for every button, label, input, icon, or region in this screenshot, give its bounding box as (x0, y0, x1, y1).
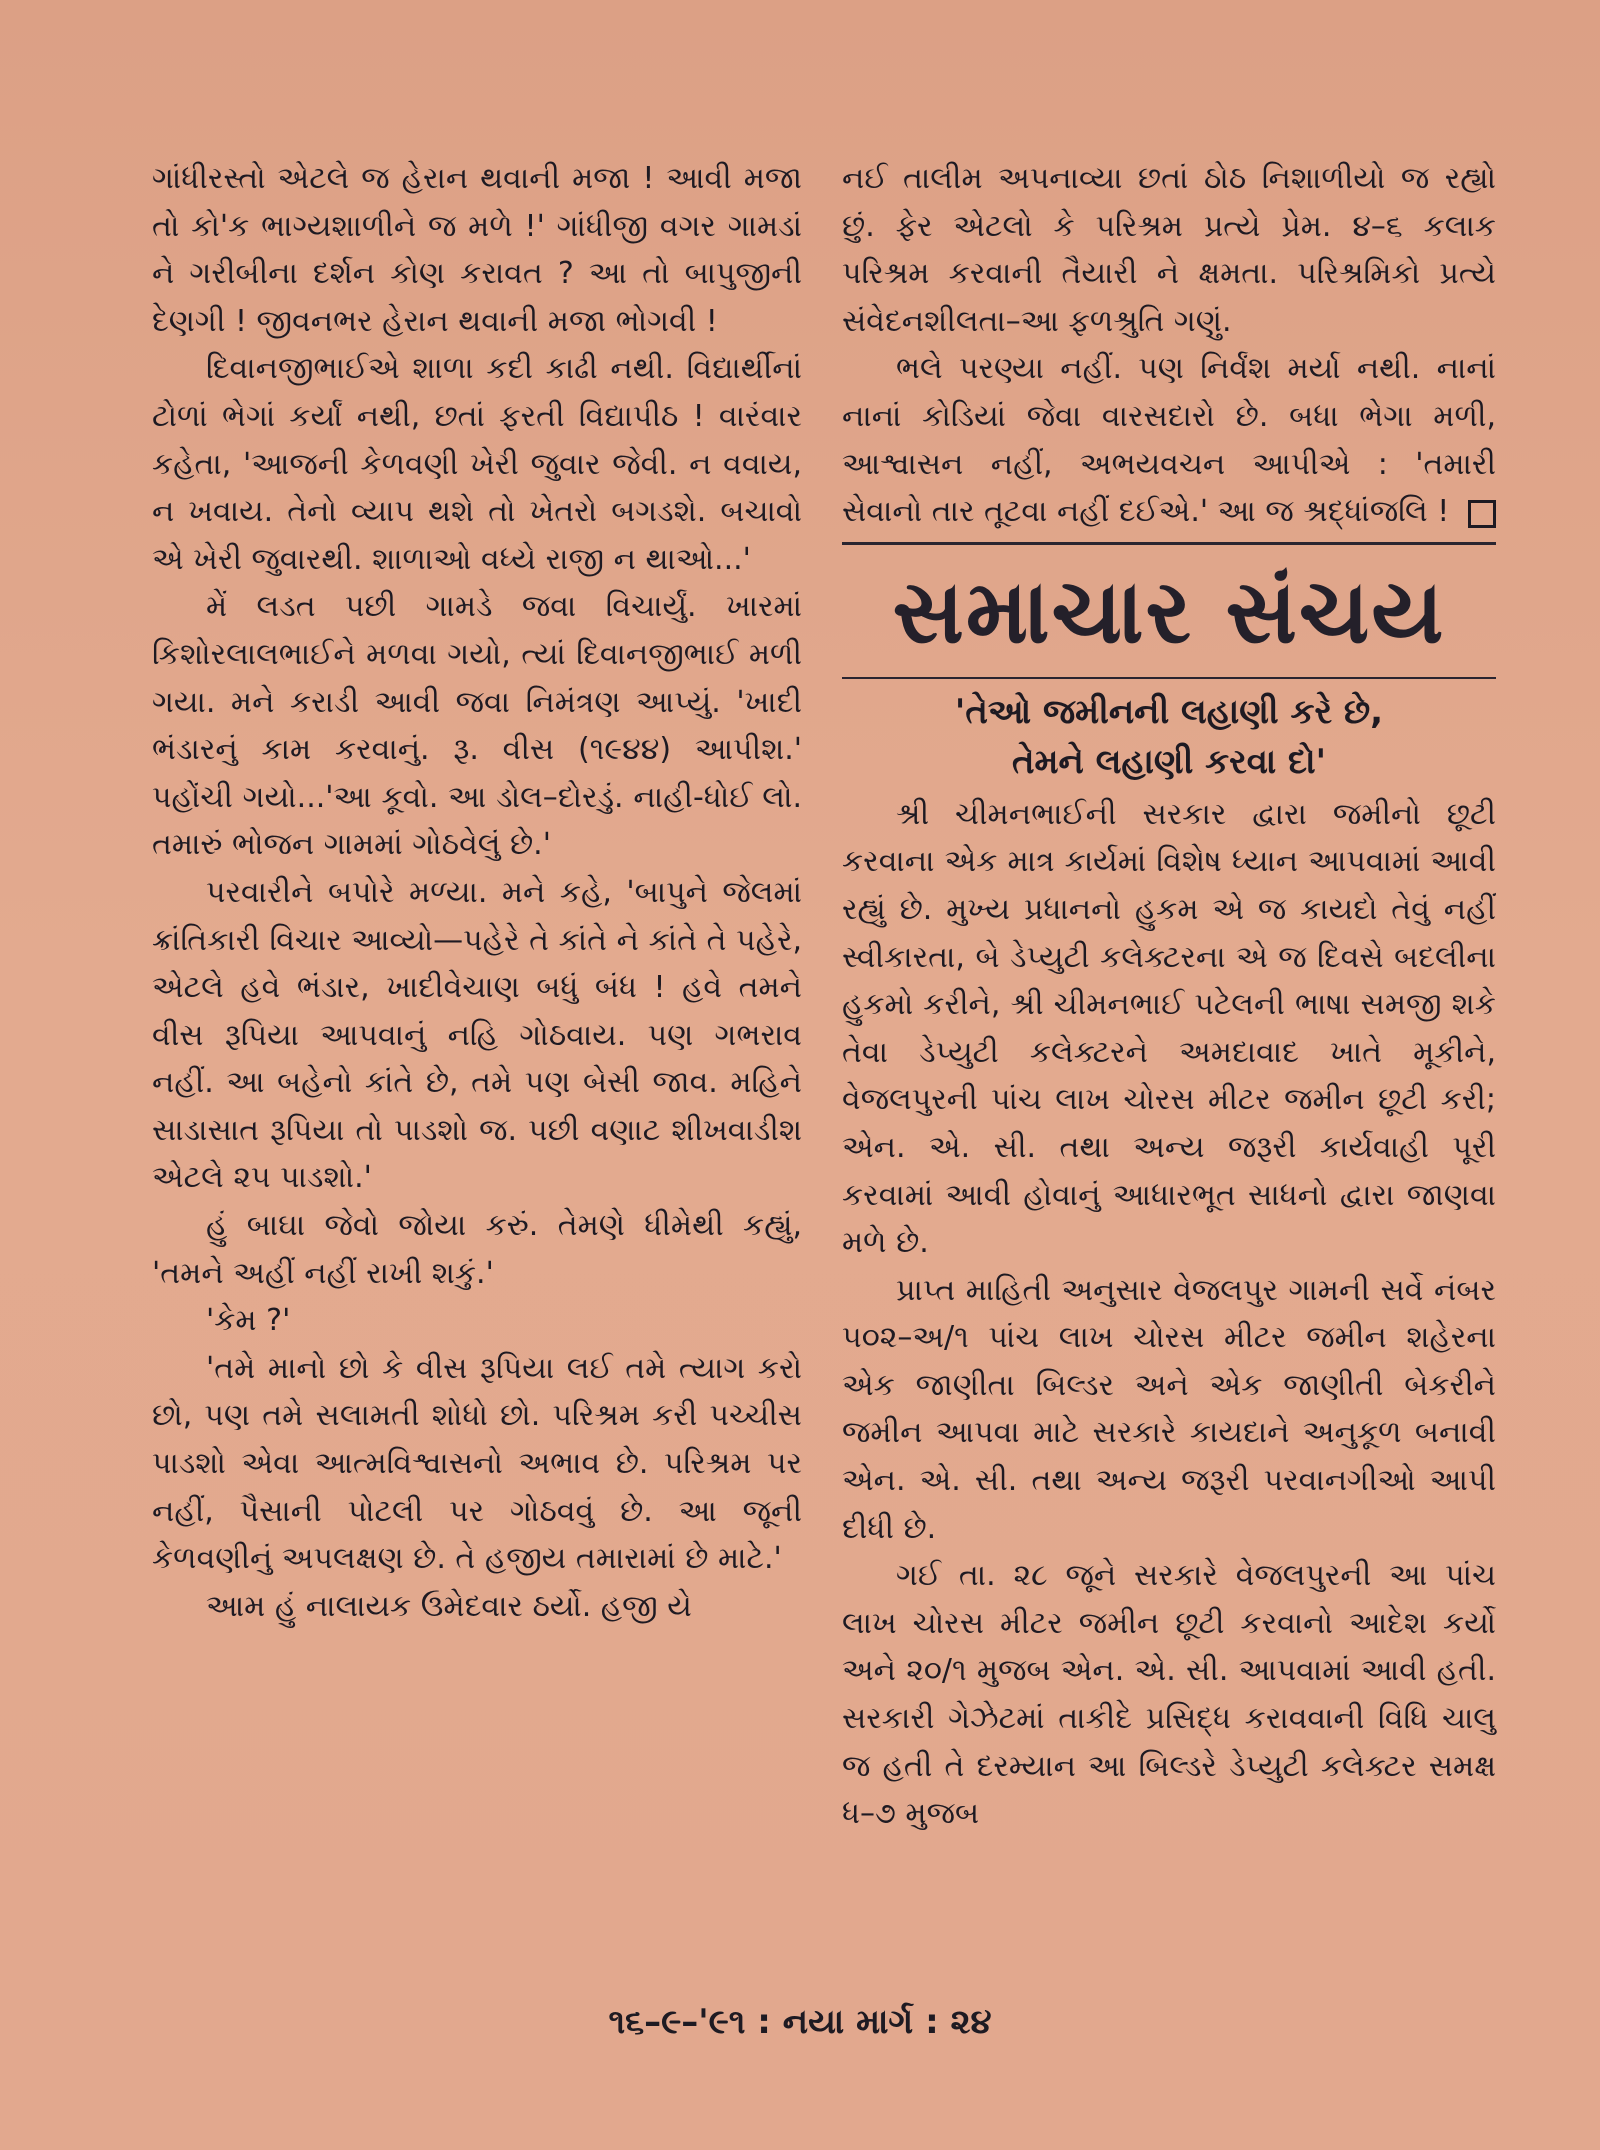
section-masthead: સમાચાર સંચય (892, 559, 1446, 663)
paragraph: પ્રાપ્ત માહિતી અનુસાર વેજલપુર ગામની સર્વે નંબર ૫૦૨–અ/૧ પાંચ લાખ ચોરસ મીટર જમીન શહેરના એક જાણીતા બિલ્ડર અને એક જાણીતી બેકરીને જમીન આપવા માટે સરકારે કાયદાને અનુકૂળ બનાવી એન. એ. સી. તથા અન્ય જરૂરી પરવાનગીઓ આપી દીધી છે. (842, 1272, 1496, 1546)
paragraph (842, 345, 1496, 535)
paragraph: 'તમે માનો છો કે વીસ રૂપિયા લઈ તમે ત્યાગ કરો છો, પણ તમે સલામતી શોધો છો. પરિશ્રમ કરી પચ્ચીસ પાડશો એવા આત્મવિશ્વાસનો અભાવ છે. પરિશ્રમ પર નહીં, પૈસાની પોટલી પર ગોઠવવું છે. આ જૂની કેળવણીનું અપલક્ષણ છે. તે હજીય તમારામાં છે માટે.' (152, 1350, 802, 1577)
paragraph: નઈ તાલીમ અપનાવ્યા છતાં ઠોઠ નિશાળીયો જ રહ્યો છું. ફેર એટલો કે પરિશ્રમ પ્રત્યે પ્રેમ. ૪–૬ કલાક પરિશ્રમ કરવાની તૈયારી ને ક્ષમતા. પરિશ્રમિકો પ્રત્યે સંવેદનશીલતા–આ ફળશ્રુતિ ગણું. (842, 161, 1496, 339)
paragraph: 'કેમ ?' (206, 1303, 291, 1339)
news-headline (842, 687, 1496, 787)
paragraph: મેં લડત પછી ગામડે જવા વિચાર્યું. ખારમાં કિશોરલાલભાઈને મળવા ગયો, ત્યાં દિવાનજીભાઈ મળી ગયા. મને કરાડી આવી જવા નિમંત્રણ આપ્યું. 'ખાદી ભંડારનું કામ કરવાનું. રૂ. વીસ (૧૯૪૪) આપીશ.' પહોંચી ગયો...'આ કૂવો. આ ડોલ–દોરડું. નાહી-ધોઈ લો. તમારું ભોજન ગામમાં ગોઠવેલું છે.' (152, 589, 802, 863)
paragraph: ગાંધીરસ્તો એટલે જ હેરાન થવાની મજા ! આવી મજા તો કો'ક ભાગ્યશાળીને જ મળે !' ગાંધીજી વગર ગામડાં ને ગરીબીના દર્શન કોણ કરાવત ? આ તો બાપુજીની દેણગી ! જીવનભર હેરાન થવાની મજા ભોગવી ! (152, 161, 802, 339)
paragraph: દિવાનજીભાઈએ શાળા કદી કાઢી નથી. વિદ્યાર્થીનાં ટોળાં ભેગાં કર્યાં નથી, છતાં ફરતી વિદ્યાપીઠ ! વારંવાર કહેતા, 'આજની કેળવણી ખેરી જુવાર જેવી. ન વવાય, ન ખવાય. તેનો વ્યાપ થશે તો ખેતરો બગડશે. બચાવો એ ખેરી જુવારથી. શાળાઓ વધ્યે રાજી ન થાઓ...' (152, 351, 802, 577)
section-divider (842, 542, 1496, 545)
paragraph: હું બાઘા જેવો જોયા કરું. તેમણે ધીમેથી કહ્યું, 'તમને અહીં નહીં રાખી શકું.' (152, 1208, 802, 1291)
headline-line: 'તેઓ જમીનની લહાણી કરે છે, (954, 691, 1384, 732)
paragraph: પરવારીને બપોરે મળ્યા. મને કહે, 'બાપુને જેલમાં ક્રાંતિકારી વિચાર આવ્યો—પહેરે તે કાંતે ને કાંતે તે પહેરે, એટલે હવે ભંડાર, ખાદીવેચાણ બધું બંધ ! હવે તમને વીસ રૂપિયા આપવાનું નહિ ગોઠવાય. પણ ગભરાવ નહીં. આ બહેનો કાંતે છે, તમે પણ બેસી જાવ. મહિને સાડાસાત રૂપિયા તો પાડશો જ. પછી વણાટ શીખવાડીશ એટલે ૨૫ પાડશો.' (152, 874, 802, 1196)
end-of-article-mark (1468, 500, 1496, 528)
paragraph: શ્રી ચીમનભાઈની સરકાર દ્વારા જમીનો છૂટી કરવાના એક માત્ર કાર્યમાં વિશેષ ધ્યાન આપવામાં આવી રહ્યું છે. મુખ્ય પ્રધાનનો હુકમ એ જ કાયદો તેવું નહીં સ્વીકારતા, બે ડેપ્યુટી કલેક્ટરના એ જ દિવસે બદલીના હુકમો કરીને, શ્રી ચીમનભાઈ પટેલની ભાષા સમજી શકે તેવા ડેપ્યુટી કલેક્ટરને અમદાવાદ ખાતે મૂકીને, વેજલપુરની પાંચ લાખ ચોરસ મીટર જમીન છૂટી કરી; એન. એ. સી. તથા અન્ય જરૂરી કાર્યવાહી પૂરી કરવામાં આવી હોવાનું આધારભૂત સાધનો દ્વારા જાણવા મળે છે. (842, 796, 1496, 1261)
right-column (842, 155, 1496, 1838)
page-footer: ૧૬–૯–'૯૧ : નયા માર્ગ : ૨૪ (608, 2002, 992, 2042)
headline-line: તેમને લહાણી કરવા દો' (1012, 741, 1326, 782)
masthead-underline (842, 677, 1496, 679)
paragraph: આમ હું નાલાયક ઉમેદવાર ઠર્યો. હજી યે (206, 1588, 692, 1624)
paragraph: ગઈ તા. ૨૮ જૂને સરકારે વેજલપુરની આ પાંચ લાખ ચોરસ મીટર જમીન છૂટી કરવાનો આદેશ કર્યો અને ૨૦/૧ મુજબ એન. એ. સી. આપવામાં આવી હતી. સરકારી ગેઝેટમાં તાકીદે પ્રસિદ્ધ કરાવવાની વિધિ ચાલુ જ હતી તે દરમ્યાન આ બિલ્ડરે ડેપ્યુટી કલેક્ટર સમક્ષ ધ–૭ મુજબ (842, 1558, 1496, 1832)
left-column (152, 155, 802, 1630)
paragraph-text: ભલે પરણ્યા નહીં. પણ નિર્વંશ મર્યા નથી. નાનાં નાનાં કોડિયાં જેવા વારસદારો છે. બધા ભેગા મળી, આશ્વાસન નહીં, અભયવચન આપીએ : 'તમારી સેવાનો તાર તૂટવા નહીં દઈએ.' આ જ શ્રદ્ધાંજલિ ! (842, 351, 1496, 530)
